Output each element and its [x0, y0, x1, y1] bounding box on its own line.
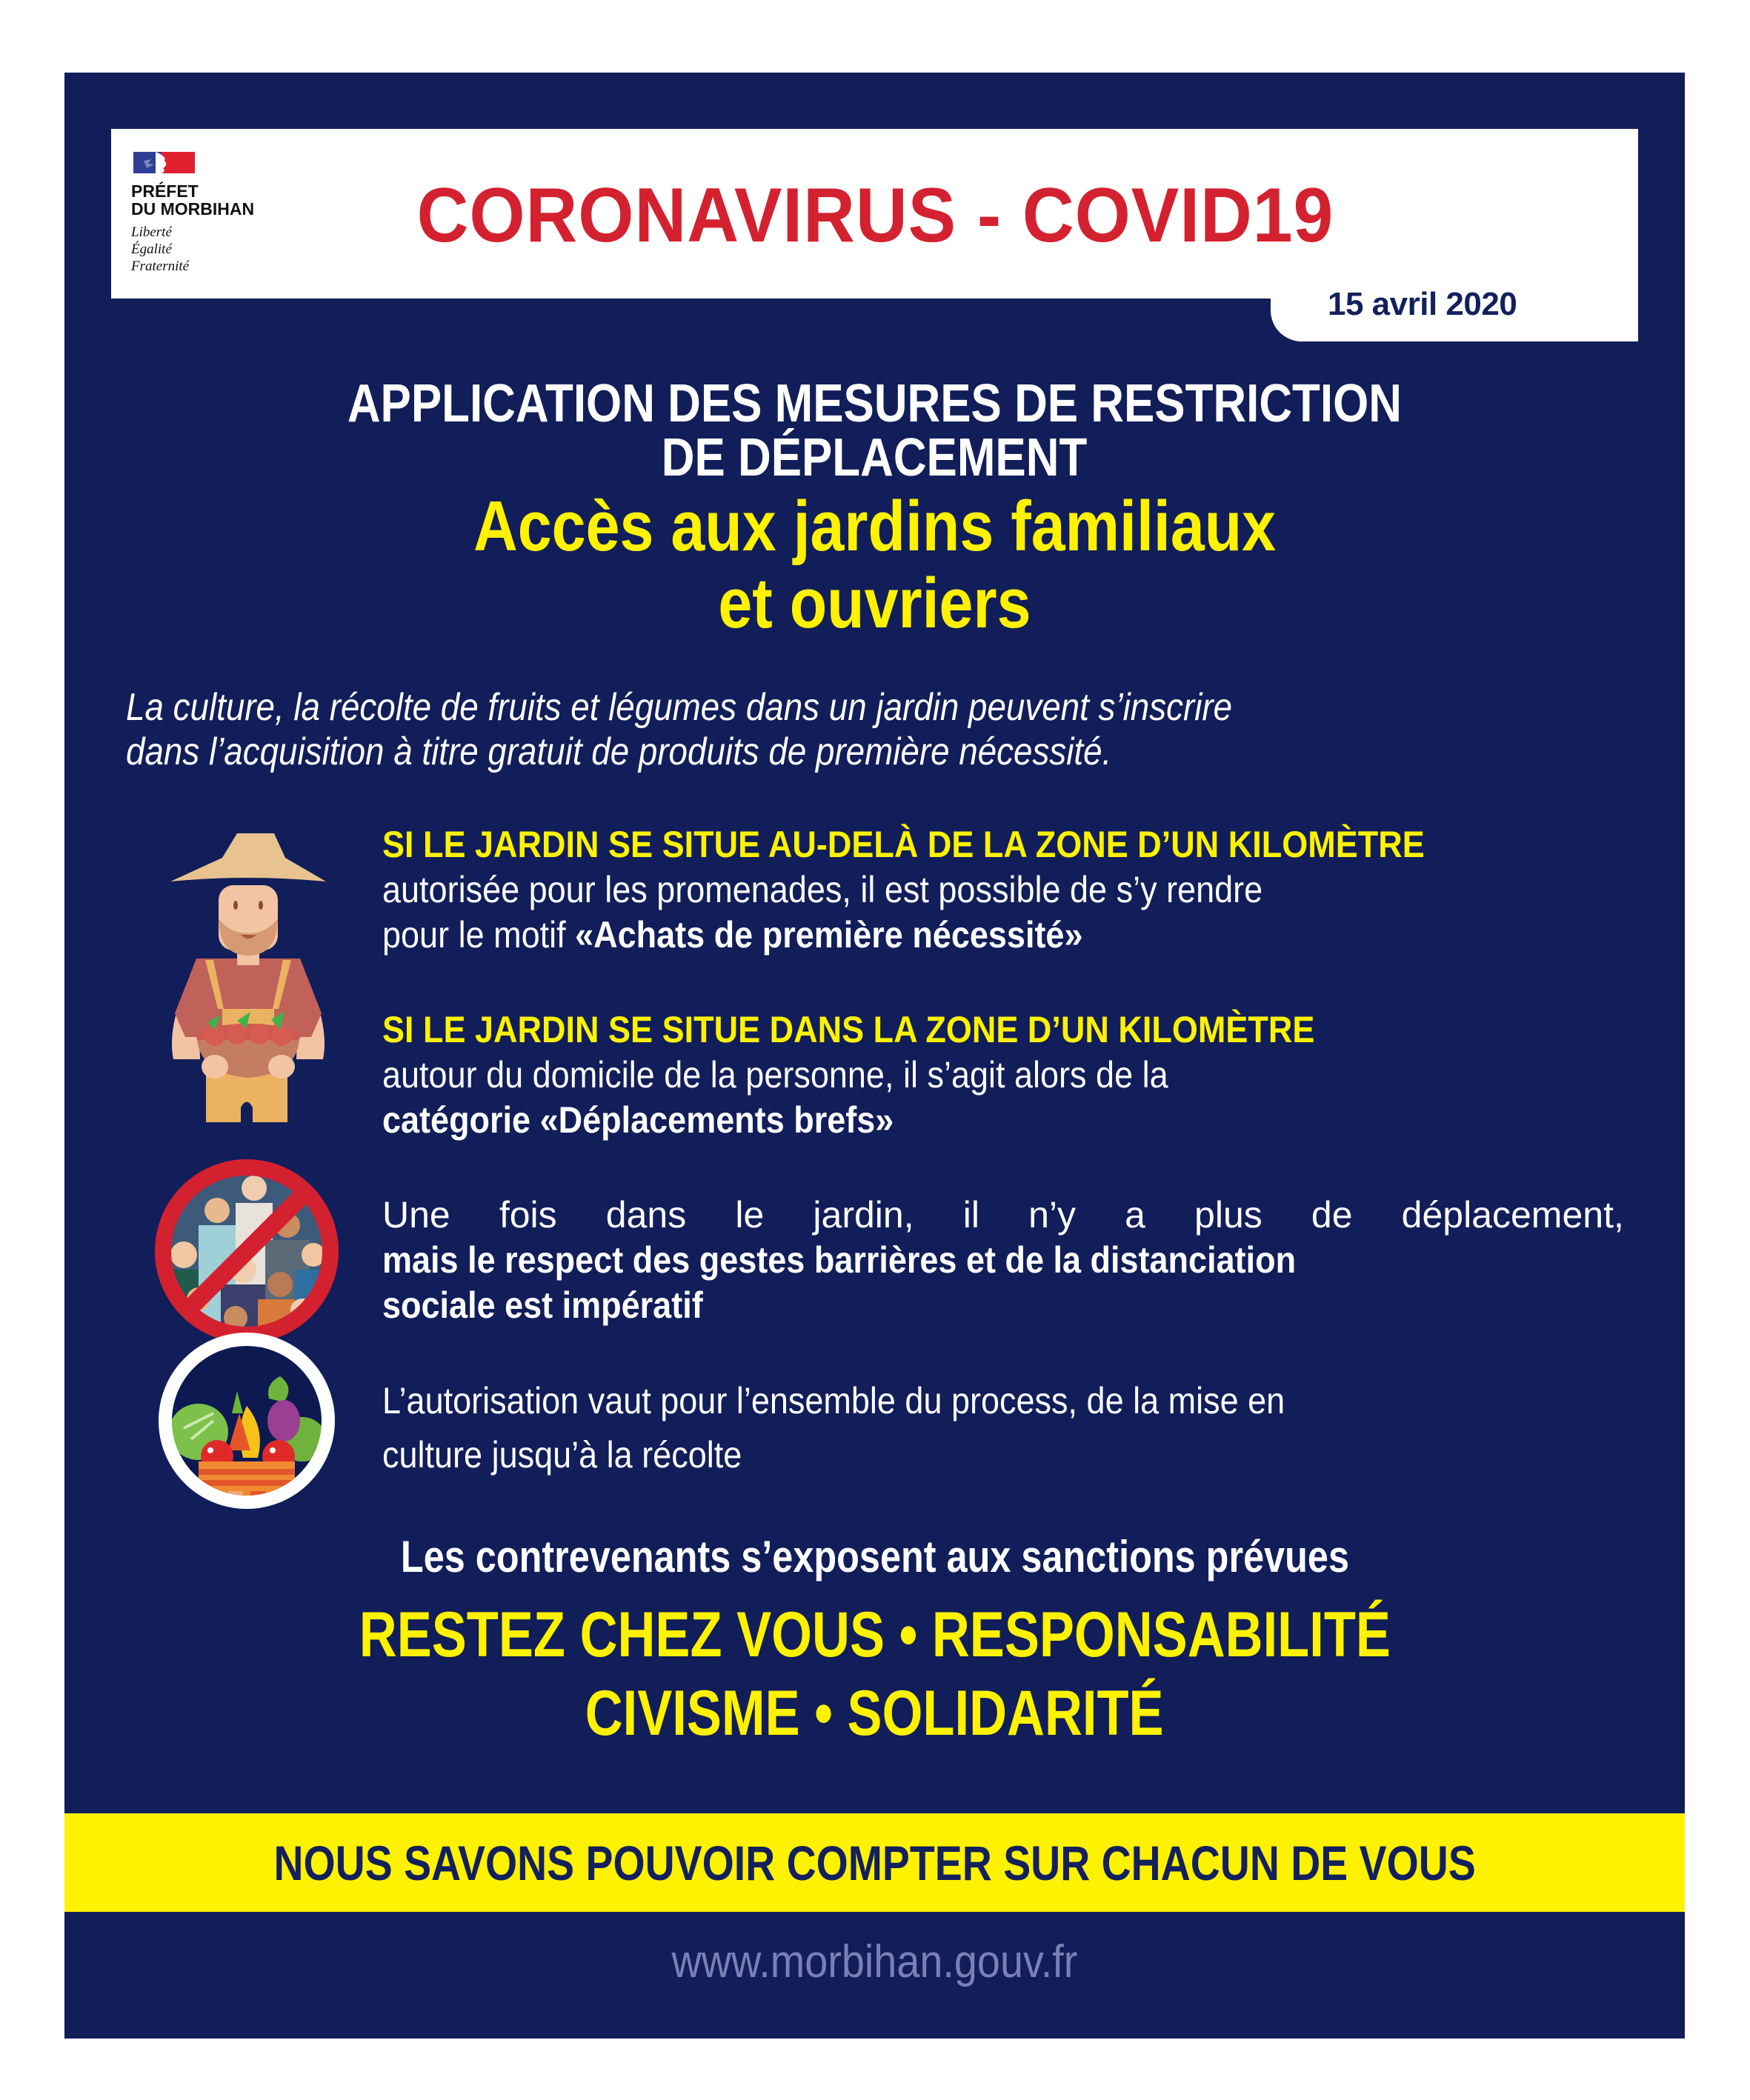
headline-line1 — [64, 486, 1685, 567]
slogan-line2 — [64, 1679, 1685, 1749]
authorization-scope — [382, 1374, 1624, 1482]
website-url[interactable]: www.morbihan.gouv.fr — [671, 1936, 1078, 1987]
intro-paragraph — [126, 685, 1630, 774]
subtitle-line2-text: DE DÉPLACEMENT — [662, 428, 1088, 487]
barrier-word: il — [962, 1194, 979, 1236]
barrier-word: jardin, — [813, 1194, 914, 1236]
republic-motto — [131, 224, 189, 275]
headline-line2 — [64, 563, 1685, 644]
barrier-word: dans — [605, 1194, 687, 1236]
publication-date: 15 avril 2020 — [1328, 286, 1517, 322]
intro-line1: La culture, la récolte de fruits et légumes dans un jardin peuvent s’inscrire — [126, 686, 1233, 729]
page-title-text: CORONAVIRUS - COVID19 — [416, 173, 1334, 259]
rule-beyond-line3 — [382, 913, 1500, 958]
marianne-flag-icon — [133, 152, 195, 173]
barrier-word: fois — [499, 1194, 557, 1236]
no-crowd-icon — [154, 1159, 339, 1344]
barrier-word: plus — [1194, 1194, 1262, 1236]
barrier-line1 — [382, 1193, 1624, 1238]
garden-barrier-gestures — [382, 1193, 1624, 1328]
banner-text-content: NOUS SAVONS POUVOIR COMPTER SUR CHACUN DE VOUS — [273, 1836, 1476, 1890]
prefecture-name — [131, 182, 254, 218]
headline-line2-text: et ouvriers — [718, 564, 1031, 643]
motto-fraternite: Fraternité — [131, 259, 190, 274]
sanctions-text: Les contrevenants s’exposent aux sanctions prévues — [400, 1532, 1349, 1581]
barrier-line3-text: sociale est impératif — [382, 1284, 703, 1326]
barrier-word: n’y — [1028, 1194, 1076, 1236]
barrier-line2 — [382, 1238, 1500, 1283]
vegetable-basket-icon — [154, 1332, 339, 1510]
scope-line2: culture jusqu’à la récolte — [382, 1434, 742, 1476]
slogan-line1 — [64, 1600, 1685, 1670]
rule-within-one-km — [382, 1007, 1624, 1143]
rule-within-line2: autour du domicile de la personne, il s’agit alors de la — [382, 1054, 1168, 1096]
barrier-word: de — [1311, 1194, 1353, 1236]
intro-line2: dans l’acquisition à titre gratuit de produits de première nécessité. — [126, 730, 1112, 773]
scope-line1: L’autorisation vaut pour l’ensemble du process, de la mise en — [382, 1380, 1285, 1421]
rule-within-category: catégorie «Déplacements brefs» — [382, 1099, 894, 1141]
sanctions-notice — [64, 1531, 1685, 1583]
slogan-line1-text: RESTEZ CHEZ VOUS • RESPONSABILITÉ — [359, 1599, 1391, 1670]
farmer-icon — [163, 815, 333, 1124]
page-title — [354, 173, 1397, 259]
prefecture-line2: DU MORBIHAN — [131, 199, 255, 219]
motto-egalite: Égalité — [131, 241, 172, 257]
barrier-word: a — [1125, 1194, 1145, 1236]
subtitle-line1-text: APPLICATION DES MESURES DE RESTRICTION — [347, 374, 1403, 433]
subtitle-line1 — [64, 374, 1685, 433]
rule-beyond-heading: SI LE JARDIN SE SITUE AU-DELÀ DE LA ZONE D’UN KILOMÈTRE — [382, 824, 1425, 865]
headline-line1-text: Accès aux jardins familiaux — [473, 487, 1276, 566]
slogan-line2-text: CIVISME • SOLIDARITÉ — [585, 1678, 1164, 1749]
barrier-word: Une — [382, 1194, 450, 1236]
rule-within-heading: SI LE JARDIN SE SITUE DANS LA ZONE D’UN KILOMÈTRE — [382, 1009, 1315, 1050]
website-link[interactable] — [64, 1936, 1685, 1988]
prefecture-line1: PRÉFET — [131, 181, 199, 201]
motto-liberte: Liberté — [131, 224, 172, 240]
rule-beyond-line3-plain: pour le motif — [382, 914, 576, 956]
rule-beyond-motif: «Achats de première nécessité» — [575, 914, 1083, 956]
barrier-word: le — [735, 1194, 765, 1236]
rule-beyond-one-km — [382, 822, 1624, 958]
subtitle-line2 — [64, 428, 1685, 487]
barrier-word: déplacement, — [1401, 1194, 1624, 1236]
barrier-line2-text: mais le respect des gestes barrières et de la distanciation — [382, 1239, 1297, 1281]
rule-beyond-line2: autorisée pour les promenades, il est possible de s’y rendre — [382, 869, 1263, 910]
banner-text — [64, 1836, 1685, 1890]
rule-within-line3 — [382, 1098, 1500, 1143]
barrier-line3 — [382, 1283, 1500, 1328]
